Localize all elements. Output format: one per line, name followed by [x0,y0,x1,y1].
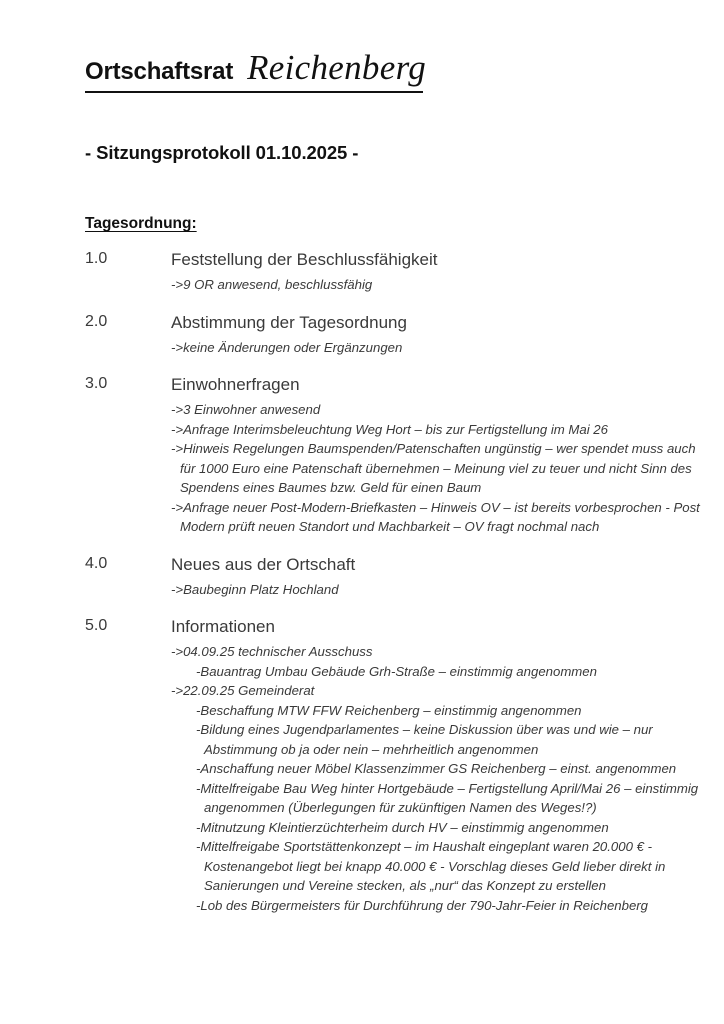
agenda-note: -Beschaffung MTW FFW Reichenberg – einstimmig angenommen [196,702,582,718]
agenda-item [0,617,724,915]
agenda-item-notes [0,338,724,358]
agenda-note: ->Baubeginn Platz Hochland [171,581,339,597]
agenda-item-notes [0,580,724,600]
agenda-note: -Bildung eines Jugendparlamentes – keine Diskussion über was und wie – nur Abstimmung ob ja oder nein – mehrheitlich angenommen [196,722,656,757]
agenda-note: -Anschaffung neuer Möbel Klassenzimmer GS Reichenberg – einst. angenommen [196,761,677,776]
agenda-note: ->Anfrage neuer Post-Modern-Briefkasten – Hinweis OV – ist bereits vorbesprochen - Post Modern prüft neuen Standort und Machbarkeit – OV fragt nochmal nach [171,499,704,534]
agenda-note: -Lob des Bürgermeisters für Durchführung der 790-Jahr-Feier in Reichenberg [196,897,649,913]
agenda-item-number: 5.0 [85,617,108,634]
masthead-place-name: Reichenberg [247,48,426,87]
agenda-note: ->keine Änderungen oder Ergänzungen [171,339,403,355]
agenda-item-number: 4.0 [85,554,108,572]
agenda-item-number: 2.0 [85,312,108,330]
agenda-item-notes [0,642,724,915]
agenda-note: ->Anfrage Interimsbeleuchtung Weg Hort – bis zur Fertigstellung im Mai 26 [171,421,608,437]
agenda-item-header [0,313,724,338]
agenda-note: -Bauantrag Umbau Gebäude Grh-Straße – einstimmig angenommen [196,663,597,679]
agenda-item [0,375,724,537]
agenda-item-header [0,555,724,580]
agenda-item-title: Einwohnerfragen [171,375,300,394]
agenda-item-title: Abstimmung der Tagesordnung [171,312,407,332]
agenda-note: ->22.09.25 Gemeinderat [171,683,315,698]
agenda-item-notes [0,400,724,537]
agenda-note: ->Hinweis Regelungen Baumspenden/Patenschaften ungünstig – wer spendet muss auch für 1000 Euro eine Patenschaft übernehmen – Meinung viel zu teuer und nicht Sinn des Spendens eines Baumes bzw. Geld für einen Baum [171,441,700,495]
agenda-item-notes [0,275,724,295]
agenda-item-title: Informationen [171,617,275,636]
agenda-note: -Mitnutzung Kleintierzüchterheim durch HV – einstimmig angenommen [196,819,609,835]
agenda-note: -Mittelfreigabe Bau Weg hinter Hortgebäude – Fertigstellung April/Mai 26 – einstimmig angenommen (Überlegungen für zukünftigen Namen des Weges!?) [196,780,702,815]
agenda-item-title: Neues aus der Ortschaft [171,554,356,574]
agenda-item [0,555,724,600]
agenda-note: ->3 Einwohner anwesend [171,402,321,417]
agenda-item-header [0,617,724,642]
agenda-item-title: Feststellung der Beschlussfähigkeit [171,250,438,269]
agenda-item-header [0,375,724,400]
agenda-item [0,313,724,358]
masthead-underline-rule [85,91,423,93]
agenda-item-header [0,250,724,275]
masthead-organization: Ortschaftsrat [85,58,234,85]
agenda-note: ->04.09.25 technischer Ausschuss [171,644,373,659]
agenda-item-number: 1.0 [85,250,108,267]
document-masthead [85,48,645,88]
agenda-item-number: 3.0 [85,375,108,392]
agenda-note: -Mittelfreigabe Sportstättenkonzept – im Haushalt eingeplant waren 20.000 € - Kostenangebot liegt bei knapp 40.000 € - Vorschlag dieses Geld lieber direkt in Sanierungen und Vereine stecken, als „nur“ das Konzept zu erstellen [196,839,670,893]
agenda-note: ->9 OR anwesend, beschlussfähig [171,277,373,292]
document-subtitle: - Sitzungsprotokoll 01.10.2025 - [85,142,359,163]
agenda-heading: Tagesordnung: [85,215,197,232]
agenda-item [0,250,724,295]
agenda-list [0,250,724,933]
